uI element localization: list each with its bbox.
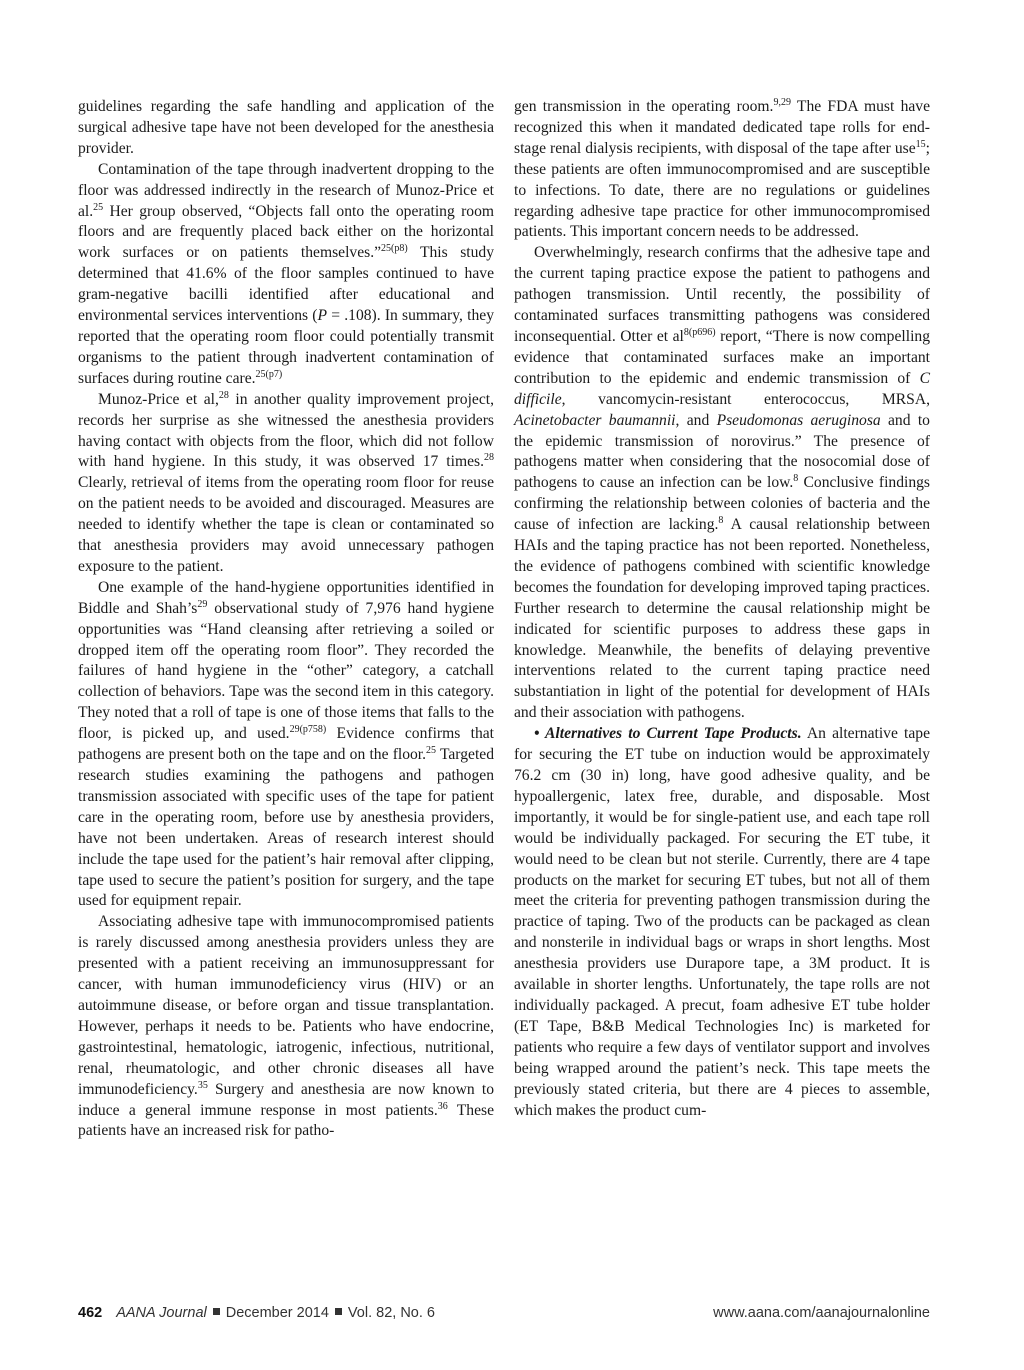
paragraph: [514, 724, 930, 1121]
citation-ref: 28: [484, 452, 494, 464]
paragraph-text: An alternative tape for securing the ET tube on induction would be approximately 76.2 cm (30 in) long, have good adhesive quality, and be hypoallergenic, latex free, durable, and disposable. Most importantly, it would be for single-patient use, and each tape roll would be individually packaged. For securing the ET tube, it would need to be clean but not sterile. Currently, there are 4 tape products on the market for securing ET tubes, but not all of them meet the criteria for preventing pathogen transmission during the practice of taping. Two of the products can be packaged as clean and nonsterile in individual bags or wraps in short lengths. Most anesthesia providers use Durapore tape, a 3M product. It is available in shorter lengths. Unfortunately, the tape rolls are not individually packaged. A precut, foam adhesive ET tube holder (ET Tape, B&B Medical Technologies Inc) is marketed for patients who require a few days of ventilator support and involves being wrapped around the patient’s neck. This tape meets the previously stated criteria, but there are 4 pieces to assemble, which makes the product cum-: [514, 725, 930, 1119]
paragraph-text: This study determined that 41.6% of the floor samples continued to have gram-negative bacilli identified after educational and environmental services interventions (: [78, 244, 494, 325]
square-bullet-icon: [335, 1308, 342, 1315]
citation-ref: 29: [197, 598, 208, 610]
paragraph-text: These patients have an increased risk for patho-: [78, 1101, 495, 1140]
italic-text: Pseudomonas aeruginosa: [716, 411, 881, 429]
paragraph: [78, 97, 494, 160]
section-subheading: • Alternatives to Current Tape Products.: [534, 725, 802, 743]
citation-ref: 25: [426, 745, 437, 757]
paragraph-text: Contamination of the tape through inadvertent dropping to the floor was addressed indirectly in the research of Munoz-Price et al.: [78, 160, 494, 220]
citation-ref: 36: [437, 1100, 448, 1112]
italic-text: Acinetobacter baumannii: [514, 411, 676, 429]
paragraph-text: , vancomycin-resistant enterococcus, MRSA,: [561, 390, 930, 408]
paragraph-text: in another quality improvement project, records her surprise as she witnessed the anesthesia providers having contact with objects from the floor, which did not follow with hand hygiene. In this study, it was observed 17 times.: [78, 390, 494, 471]
citation-ref: 9,29: [773, 97, 791, 108]
paragraph-text: One example of the hand-hygiene opportunities identified in Biddle and Shah’s: [78, 578, 494, 617]
citation-ref: 25: [93, 201, 104, 213]
paragraph: [514, 97, 930, 243]
citation-ref: 8(p696): [683, 326, 716, 338]
paragraph-text: The FDA must have recognized this when it mandated dedicated tape rolls for end-stage renal dialysis recipients, with disposal of the tape after use: [514, 98, 931, 157]
journal-url: www.aana.com/aanajournalonline: [713, 1305, 930, 1321]
paragraph-text: gen transmission in the operating room.: [514, 98, 774, 115]
citation-ref: 28: [218, 389, 229, 401]
italic-text: C difficile: [514, 369, 930, 408]
citation-ref: 35: [197, 1079, 208, 1091]
citation-ref: 25(p8): [381, 243, 408, 255]
right-column: [514, 97, 930, 1121]
italic-text: P: [317, 307, 328, 325]
square-bullet-icon: [213, 1308, 220, 1315]
citation-ref: 8: [793, 473, 799, 485]
paragraph: [78, 160, 494, 390]
paragraph: [514, 243, 930, 724]
paragraph: [78, 912, 494, 1142]
journal-name: AANA Journal: [116, 1305, 207, 1321]
volume-issue: Vol. 82, No. 6: [347, 1305, 435, 1321]
paragraph-text: Conclusive findings confirming the relationship between colonies of bacteria and the cause of infection are lacking.: [514, 474, 930, 534]
paragraph-text: guidelines regarding the safe handling and application of the surgical adhesive tape have not been developed for the anesthesia provider.: [78, 98, 494, 157]
page-footer: [78, 1305, 930, 1327]
paragraph-text: = .108). In summary, they reported that the operating room floor could potentially transmit organisms to the patient through inadvertent contamination of surfaces during routine care.: [78, 307, 494, 387]
paragraph-text: report, “There is now compelling evidence that contaminated surfaces make an important contribution to the epidemic and endemic transmission of: [514, 327, 930, 387]
citation-ref: 29(p758): [289, 724, 327, 736]
footer-citation: [78, 1305, 435, 1321]
paragraph-text: Surgery and anesthesia are now known to induce a general immune response in most patients.: [78, 1080, 494, 1119]
issue-date: December 2014: [225, 1305, 329, 1321]
paragraph: [78, 390, 494, 578]
left-column: [78, 97, 494, 1142]
paragraph-text: Her group observed, “Objects fall onto the operating room floors and are frequently placed back either on the horizontal work surfaces or on patients themselves.”: [78, 202, 494, 262]
paragraph-text: ; these patients are often immunocompromised and are susceptible to infections. To date, there are no regulations or guidelines regarding adhesive tape practice for other immunocompromised patients. This important concern needs to be addressed.: [514, 139, 930, 241]
paragraph: [78, 578, 494, 913]
paragraph-text: Associating adhesive tape with immunocompromised patients is rarely discussed among anesthesia providers unless they are presented with a patient receiving an immunosuppressant for cancer, with human immunodeficiency virus (HIV) or an autoimmune disease, or before organ and tissue transplantation. However, perhaps it needs to be. Patients who have endocrine, gastrointestinal, hematologic, iatrogenic, infectious, nutritional, renal, rheumatologic, and other chronic diseases all have immunodeficiency.: [78, 913, 494, 1098]
paragraph-text: Overwhelmingly, research confirms that the adhesive tape and the current taping practice expose the patient to pathogens and pathogen transmission. Until recently, the possibility of contaminated surfaces transmitting pathogens was considered inconsequential. Otter et al: [514, 244, 930, 345]
paragraph-text: Munoz-Price et al,: [98, 390, 219, 408]
paragraph-text: , and: [675, 411, 717, 429]
paragraph-text: observational study of 7,976 hand hygiene opportunities was “Hand cleansing after retrieving a soiled or dropped item off the operating room floor”. They recorded the failures of hand hygiene in the “other” category, a catchall collection of behaviors. Tape was the second item in this category. They noted that a roll of tape is one of those items that falls to the floor, is picked up, and used.: [78, 599, 494, 743]
paragraph-text: Targeted research studies examining the pathogens and pathogen transmission associated with specific uses of the tape for patient care in the operating room, before use by anesthesia providers, have not been undertaken. Areas of research interest should include the tape used for the patient’s hair removal after clipping, tape used to secure the patient’s position for surgery, and the tape used for equipment repair.: [78, 746, 494, 910]
citation-ref: 8: [718, 515, 724, 527]
paragraph-text: Evidence confirms that pathogens are present both on the tape and on the floor.: [78, 725, 494, 764]
paragraph-text: and to the epidemic transmission of norovirus.” The presence of pathogens matter when considering that the nosocomial dose of pathogens to cause an infection can be low.: [514, 411, 930, 492]
citation-ref: 15: [915, 138, 926, 150]
page-number: 462: [78, 1305, 103, 1321]
paragraph-text: A causal relationship between HAIs and the taping practice has not been reported. Nonetheless, the evidence of pathogens combined with scientific knowledge becomes the foundation for developing improved taping practices. Further research to determine the causal relationship might be indicated for scientific purposes to address these gaps in knowledge. Meanwhile, the benefits of delaying preventive interventions related to the current taping practice need substantiation in light of the potential for development of HAIs and their association with pathogens.: [514, 516, 931, 722]
paragraph-text: Clearly, retrieval of items from the operating room floor for reuse on the patient needs to be avoided and discouraged. Measures are needed to identify whether the tape is clean or contaminated so that anesthesia providers may avoid unnecessary pathogen exposure to the patient.: [78, 474, 494, 575]
citation-ref: 25(p7): [255, 368, 283, 380]
